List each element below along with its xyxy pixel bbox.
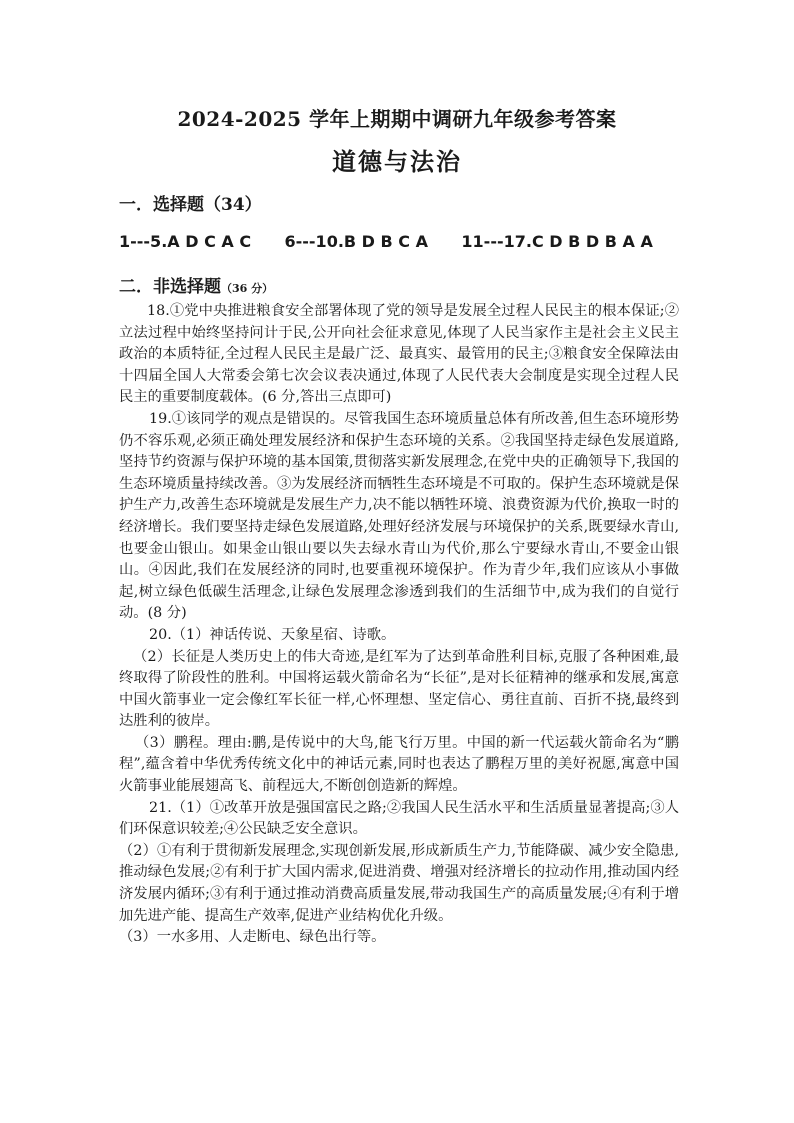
- section-1-heading: 一．选择题（34）: [119, 195, 262, 215]
- answers-11-17: 11---17.C D B D B A A: [461, 232, 653, 251]
- answer-18: 18.①党中央推进粮食安全部署体现了党的领导是发展全过程人民民主的根本保证;②立法过程中始终坚持问计于民,公开向社会征求意见,体现了人民当家作主是社会主义民主政治的本质特征,全过程人民民主是最广泛、最真实、最管用的民主;③粮食安全保障法由十四届全国人大常委会第七次会议表决通过,体现了人民代表大会制度是实现全过程人民民主的重要制度载体。(6 分,答出三点即可): [119, 303, 679, 406]
- answers-1-5: 1---5.A D C A C: [119, 232, 252, 251]
- answers-6-10: 6---10.B D B C A: [284, 232, 428, 251]
- answer-20-1: 20.（1）神话传说、天象星宿、诗歌。: [149, 626, 396, 643]
- answer-20-3: （3）鹏程。理由:鹏,是传说中的大鸟,能飞行万里。中国的新一代运载火箭命名为“鹏程”,蕴含着中华优秀传统文化中的神话元素,同时也表达了鹏程万里的美好祝愿,寓意中国火箭事业能展翅高飞、前程远大,不断创创造新的辉煌。: [119, 734, 679, 795]
- subject-title: 道德与法治: [332, 147, 462, 176]
- answer-21-2: （2）①有利于贯彻新发展理念,实现创新发展,形成新质生产力,节能降碳、减少安全隐患,推动绿色发展;②有利于扩大国内需求,促进消费、增强对经济增长的拉动作用,推动国内经济发展内循环;③有利于通过推动消费高质量发展,带动我国生产的高质量发展;④有利于增加先进产能、提高生产效率,促进产业结构优化升级。: [119, 842, 679, 924]
- section-2-heading: 二．非选择题（36 分）: [119, 277, 274, 297]
- answer-21-3: （3）一水多用、人走断电、绿色出行等。: [119, 929, 386, 946]
- answer-21-1: 21.（1）①改革开放是强国富民之路;②我国人民生活水平和生活质量显著提高;③人们环保意识较差;④公民缺乏安全意识。: [119, 799, 679, 838]
- choice-answers: [119, 232, 653, 251]
- answer-body: [119, 301, 679, 949]
- answer-19: 19.①该同学的观点是错误的。尽管我国生态环境质量总体有所改善,但生态环境形势仍不容乐观,必须正确处理发展经济和保护生态环境的关系。②我国坚持走绿色发展道路,坚持节约资源与保护环境的基本国策,贯彻落实新发展理念,在党中央的正确领导下,我国的生态环境质量持续改善。③为发展经济而牺牲生态环境是不可取的。保护生态环境就是保护生产力,改善生态环境就是发展生产力,决不能以牺牲环境、浪费资源为代价,换取一时的经济增长。我们要坚持走绿色发展道路,处理好经济发展与环境保护的关系,既要绿水青山,也要金山银山。如果金山银山要以失去绿水青山为代价,那么宁要绿水青山,不要金山银山。④因此,我们在发展经济的同时,也要重视环境保护。作为青少年,我们应该从小事做起,树立绿色低碳生活理念,让绿色发展理念渗透到我们的生活细节中,成为我们的自觉行动。(8 分): [119, 410, 679, 622]
- section-2-score: （36 分）: [221, 282, 274, 295]
- document-title: 2024-2025 学年上期期中调研九年级参考答案: [177, 107, 617, 131]
- answer-20-2: （2）长征是人类历史上的伟大奇迹,是红军为了达到革命胜利目标,克服了各种困难,最终取得了阶段性的胜利。中国将运载火箭命名为“长征”,是对长征精神的继承和发展,寓意中国火箭事业一定会像红军长征一样,心怀理想、坚定信心、勇往直前、百折不挠,最终到达胜利的彼岸。: [119, 648, 679, 730]
